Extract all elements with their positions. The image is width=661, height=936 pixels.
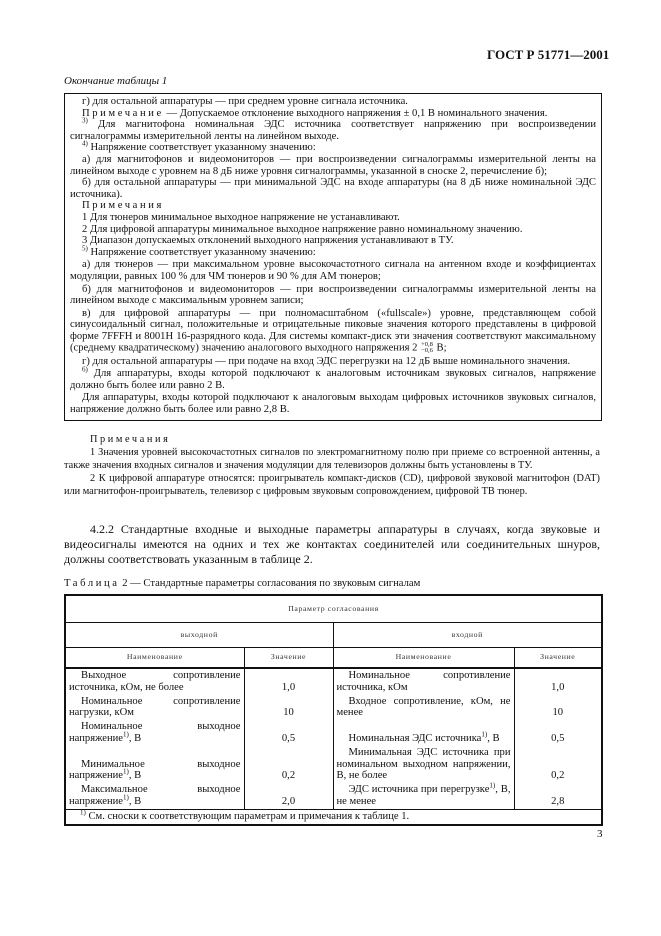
footnote-marker: 1) [80,808,86,817]
param-text: Входное сопротивление, кОм, не менее [336,695,511,719]
table-footnote [65,809,602,824]
section-4-2-2 [64,522,600,567]
input-param-value: 0,5 [514,720,602,746]
box-paragraph: Для аппаратуры, входы которой подключают к аналоговым выходам цифровых источников звуковых сигналов, напряжение должно быть более или равно 2,8 В. [70,392,596,415]
output-param-value: 1,0 [244,668,333,695]
input-param-name [333,746,514,783]
table2 [64,594,603,826]
page-number: 3 [597,828,603,840]
output-param-value: 0,5 [244,720,333,746]
footnote-marker: 1) [489,781,496,790]
footnote-marker: 1) [123,793,129,802]
param-text: Номинальное выходное напряжение [69,721,241,744]
group-input: входной [333,622,602,647]
box-note [70,108,596,120]
output-param-name [65,668,244,695]
caption-label: Таблица [64,578,120,589]
input-param-value: 1,0 [514,668,602,695]
paragraph-text: 4.2.2 Стандартные входные и выходные параметры аппаратуры в случаях, когда звуковые и видеосигналы имеются на одних и тех же контактах соединителей или соединительных шнуров, должны соответствовать указанным в таблице 2. [64,522,600,566]
notes-section [64,433,600,498]
document-header-id: ГОСТ Р 51771—2001 [487,47,610,62]
column-header-name: Наименование [333,647,514,668]
paragraph-text: в) для цифровой аппаратуры — при полномасштабном («fullscale») уровне, представляющем собой синусоидальный сигнал, положительные и отрицательные пиковые значения которого представлены в цифровой форме 7FFFH и 8001H 16-разрядного кода. Для системы компакт-диск эти значения соответствуют максимальному (среднему квадратическому) значению аналогового выходного напряжения 2 [70,307,596,354]
tolerance-upper: +0,8 [421,341,433,349]
box-note-item: 3 Диапазон допускаемых отклонений выходного напряжения устанавливают в ТУ. [82,235,454,247]
param-unit: , В [128,732,142,744]
box-paragraph: б) для магнитофонов и видеомониторов — при воспроизведении сигналограммы измерительной ленты на линейном выходе с максимальным уровнем записи; [70,283,596,307]
footnote-6 [70,365,596,391]
output-param-value: 0,2 [244,746,333,783]
param-text: Минимальная ЭДС источника при номинальном выходном напряжении, В, не более [336,746,511,782]
param-unit: , В [487,732,500,744]
box-paragraph: г) для остальной аппаратуры — при среднем уровне сигнала источника. [82,96,408,107]
param-text: Выходное сопротивление источника, кОм, не более [69,670,241,693]
tolerance [421,342,433,354]
box-paragraph: г) для остальной аппаратуры — при подаче на вход ЭДС перегрузки на 12 дБ выше номинального значения. [82,355,571,367]
column-header-value: Значение [514,647,602,668]
output-param-value: 10 [244,695,333,721]
note-label: Примечание [82,107,164,119]
footnote-text: Для магнитофона номинальная ЭДС источника соответствует напряжению при воспроизведении сигналограммы измерительной ленты на линейном выходе. [70,119,596,142]
notes-label: Примечания [82,200,164,212]
footnote-marker: 4) [82,139,88,148]
table1-continuation-box [64,93,602,421]
footnote-4 [70,139,596,154]
input-param-value: 0,2 [514,746,602,783]
param-text: Номинальное сопротивление источника, кОм [336,670,511,693]
param-text: Номинальное сопротивление нагрузки, кОм [69,695,241,719]
note-item: 2 К цифровой аппаратуре относятся: проигрыватель компакт-дисков (CD), цифровой звуковой магнитофон (DAT) или магнитофон-проигрыватель, телевизор с цифровым звуковым сопровождением, цифровой ТВ тюнер. [64,473,600,497]
column-header-value: Значение [244,647,333,668]
param-text: Номинальная ЭДС источника [348,732,482,744]
footnote-text: Напряжение соответствует указанному значению: [87,142,316,154]
footnote-5 [70,244,596,259]
tolerance-lower: −0,6 [421,347,433,355]
table-row [65,783,602,809]
caption-text: 2 — Стандартные параметры согласования по звуковым сигналам [119,578,421,589]
box-note-item: 1 Для тюнеров минимальное выходное напряжение не устанавливают. [82,211,400,223]
param-unit: , В [128,770,142,782]
param-unit: , В [128,795,142,807]
footnote-marker: 5) [82,244,88,253]
footnote-text: Напряжение соответствует указанному значению: [87,246,316,258]
table-continuation-label: Окончание таблицы 1 [64,75,168,87]
param-text: ЭДС источника при перегрузке [348,784,490,796]
footnote-text: См. сноски к соответствующим параметрам и примечания к таблице 1. [85,810,410,822]
output-param-value: 2,0 [244,783,333,809]
output-param-name [65,720,244,746]
box-paragraph: а) для магнитофонов и видеомониторов — при воспроизведении сигналограммы измерительной ленты на линейном выходе с уровнем на 8 дБ ниже уровня сигналограммы, указанной в сноске 2, перечисление б); [70,153,596,177]
output-param-name [65,746,244,783]
input-param-name [333,695,514,721]
param-unit: , В, не менее [336,784,511,807]
table-row [65,746,602,783]
param-text: Максимальное выходное напряжение [69,784,241,807]
input-param-name [333,668,514,695]
table-row [65,668,602,695]
footnote-3 [70,116,596,142]
note-item: 1 Значения уровней высокочастотных сигналов по электромагнитному полю при приеме со встроенной антенны, а также значения входных сигналов и значения модуляции для телевизоров должны быть установлены в ТУ. [64,447,600,471]
input-param-name [333,783,514,809]
footnote-text: Для аппаратуры, входы которой подключают к аналоговым источникам звуковых сигналов, напряжение должно быть более или равно 2 В. [70,368,596,391]
notes-label: Примечания [90,434,171,445]
footnote-marker: 6) [82,365,88,374]
box-paragraph [70,308,596,355]
column-header-name: Наименование [65,647,244,668]
param-text: Минимальное выходное напряжение [69,758,241,782]
box-paragraph: б) для остальной аппаратуры — при минимальной ЭДС на входе аппаратуры (на 8 дБ ниже номинальной ЭДС источника). [70,177,596,200]
table2-caption [64,578,420,589]
box-paragraph: а) для тюнеров — при максимальном уровне высокочастотного сигнала на антенном входе и коэффициентах модуляции, равных 100 % для ЧМ тюнеров и 90 % для АМ тюнеров; [70,259,596,282]
input-param-value: 2,8 [514,783,602,809]
input-param-name [333,720,514,746]
output-param-name [65,783,244,809]
group-output: выходной [65,622,333,647]
input-param-value: 10 [514,695,602,721]
note-text: — Допускаемое отклонение выходного напряжения ± 0,1 В номинального значения. [163,107,548,119]
footnote-marker: 1) [481,730,488,739]
footnote-marker: 1) [123,730,129,739]
box-note-item: 2 Для цифровой аппаратуры минимальное выходное напряжение равно номинальному значению. [82,223,523,235]
paragraph-end: В; [433,342,447,354]
table-row [65,720,602,746]
output-param-name [65,695,244,721]
table-title: Параметр согласования [65,595,602,622]
table-row [65,695,602,721]
footnote-marker: 3) [82,116,88,125]
footnote-marker: 1) [123,767,129,776]
